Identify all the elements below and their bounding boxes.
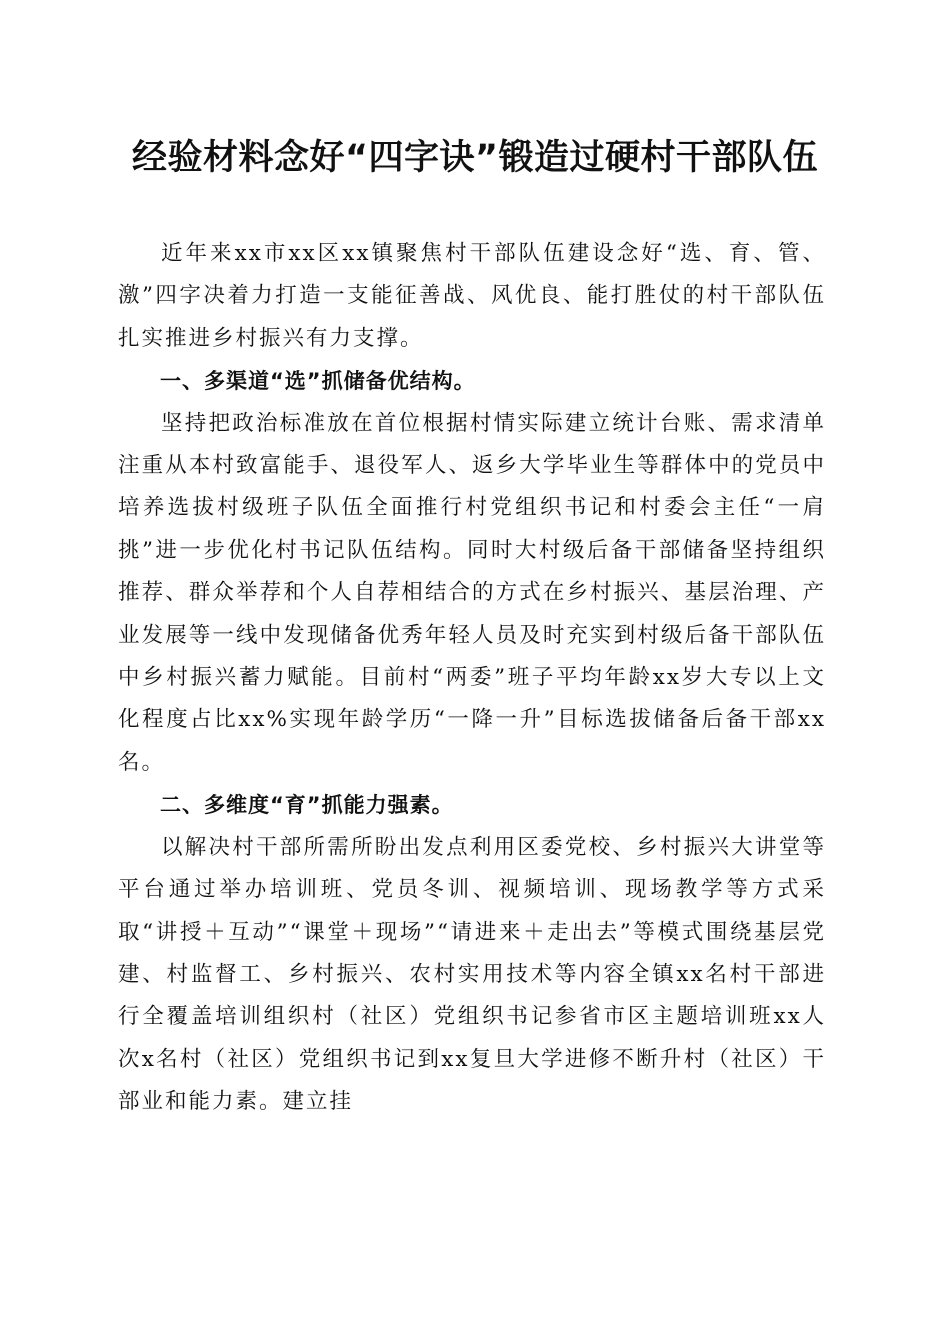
document-title: 经验材料念好“四字诀”锻造过硬村干部队伍 [131, 138, 818, 178]
intro-paragraph: 近年来xx市xx区xx镇聚焦村干部队伍建设念好“选、育、管、激”四字决着力打造一支能征善战、风优良、能打胜仗的村干部队伍扎实推进乡村振兴有力支撑。 [118, 241, 826, 351]
section-heading-2: 二、多维度“育”抓能力强素。 [160, 793, 454, 818]
section-heading-1: 一、多渠道“选”抓储备优结构。 [160, 369, 476, 394]
section-2-paragraph: 以解决村干部所需所盼出发点利用区委党校、乡村振兴大讲堂等平台通过举办培训班、党员冬训、视频培训、现场教学等方式采取“讲授＋互动”“课堂＋现场”“请进来＋走出去”等模式围绕基层党建、村监督工、乡村振兴、农村实用技术等内容全镇xx名村干部进行全覆盖培训组织村（社区）党组织书记参省市区主题培训班xx人次x名村（社区）党组织书记到xx复旦大学进修不断升村（社区）干部业和能力素。建立挂 [118, 834, 826, 1115]
document-body [118, 233, 826, 1124]
section-1-paragraph: 坚持把政治标准放在首位根据村情实际建立统计台账、需求清单注重从本村致富能手、退役军人、返乡大学毕业生等群体中的党员中培养选拔村级班子队伍全面推行村党组织书记和村委会主任“一肩挑”进一步优化村书记队伍结构。同时大村级后备干部储备坚持组织推荐、群众举荐和个人自荐相结合的方式在乡村振兴、基层治理、产业发展等一线中发现储备优秀年轻人员及时充实到村级后备干部队伍中乡村振兴蓄力赋能。目前村“两委”班子平均年龄xx岁大专以上文化程度占比xx%实现年龄学历“一降一升”目标选拔储备后备干部xx名。 [118, 410, 826, 775]
